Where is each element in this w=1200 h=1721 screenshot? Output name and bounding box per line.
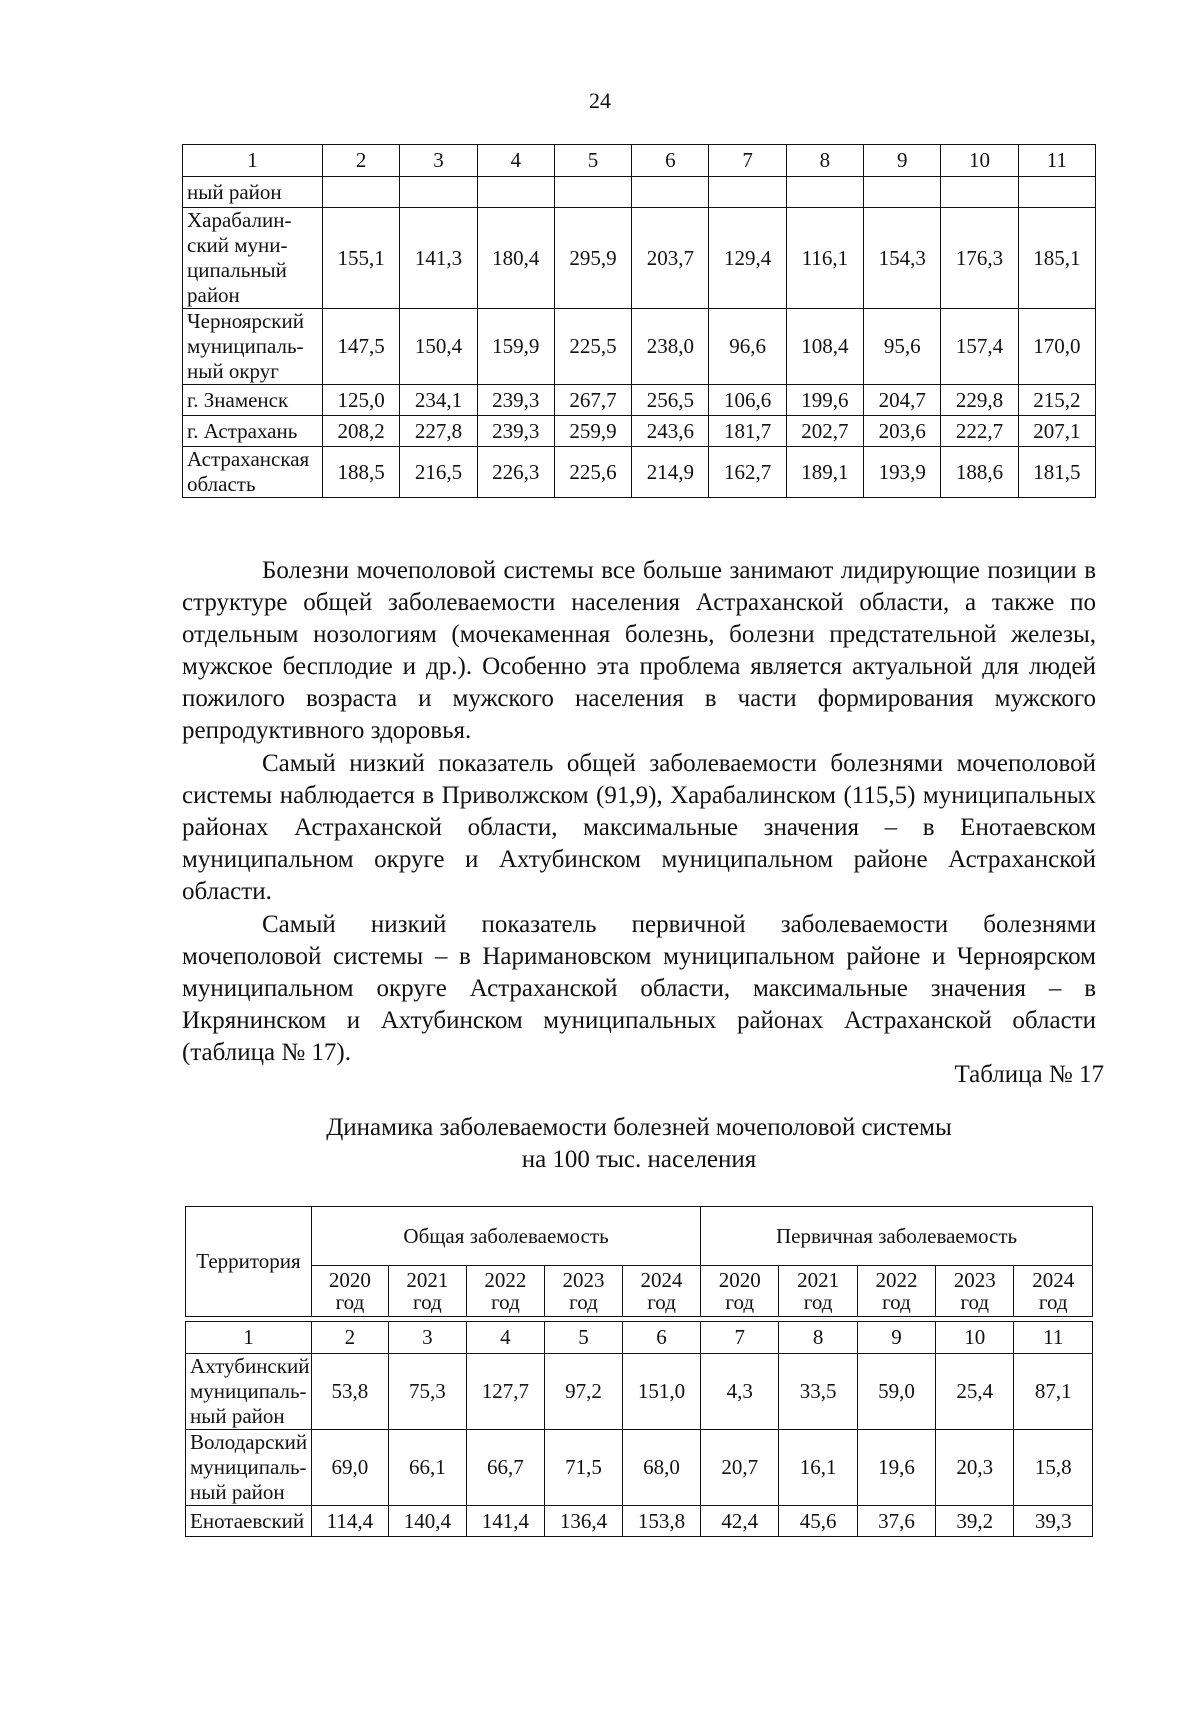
data-cell: 95,6: [864, 309, 941, 385]
page-number: 24: [589, 88, 611, 113]
data-cell: 53,8: [312, 1354, 389, 1430]
column-number: 4: [466, 1322, 544, 1354]
year-header: 2020 год: [312, 1266, 389, 1317]
data-cell: 227,8: [400, 416, 477, 447]
data-cell: [400, 177, 477, 208]
column-number: 10: [936, 1322, 1014, 1354]
column-number: 8: [786, 145, 863, 177]
data-cell: 125,0: [323, 385, 400, 416]
data-cell: 140,4: [388, 1506, 466, 1537]
year-header: 2021 год: [388, 1266, 466, 1317]
territory-name: Астраханская область: [183, 447, 323, 498]
data-cell: 176,3: [941, 208, 1018, 309]
urogenital-incidence-table: [185, 1206, 1093, 1537]
data-cell: 225,5: [554, 309, 631, 385]
territory-name: Харабалин- ский муни- ципальный район: [183, 208, 323, 309]
data-cell: 239,3: [477, 385, 554, 416]
data-cell: 193,9: [864, 447, 941, 498]
data-cell: [323, 177, 400, 208]
data-cell: 151,0: [623, 1354, 701, 1430]
data-cell: 159,9: [477, 309, 554, 385]
year-header: 2024 год: [1014, 1266, 1093, 1317]
data-cell: 96,6: [709, 309, 786, 385]
data-cell: 222,7: [941, 416, 1018, 447]
column-number: 7: [701, 1322, 779, 1354]
data-cell: 226,3: [477, 447, 554, 498]
data-cell: 204,7: [864, 385, 941, 416]
data-cell: 162,7: [709, 447, 786, 498]
territory-name: г. Астрахань: [183, 416, 323, 447]
column-number: 11: [1014, 1322, 1093, 1354]
data-cell: [864, 177, 941, 208]
data-cell: 203,7: [632, 208, 709, 309]
data-cell: 150,4: [400, 309, 477, 385]
column-number: 4: [477, 145, 554, 177]
data-cell: 66,1: [388, 1430, 466, 1506]
data-cell: 157,4: [941, 309, 1018, 385]
data-cell: 199,6: [786, 385, 863, 416]
data-cell: 214,9: [632, 447, 709, 498]
table-row: [183, 177, 1096, 208]
column-number: 1: [186, 1322, 312, 1354]
primary-incidence-header: Первичная заболеваемость: [701, 1207, 1093, 1266]
data-cell: 19,6: [857, 1430, 935, 1506]
data-cell: 188,6: [941, 447, 1018, 498]
territory-name: Володарский муниципаль- ный район: [186, 1430, 312, 1506]
continued-incidence-table: [182, 144, 1096, 498]
column-number: 2: [323, 145, 400, 177]
data-cell: 39,2: [936, 1506, 1014, 1537]
data-cell: 207,1: [1018, 416, 1095, 447]
data-cell: 75,3: [388, 1354, 466, 1430]
territory-name: ный район: [183, 177, 323, 208]
data-cell: 141,4: [466, 1506, 544, 1537]
data-cell: 181,7: [709, 416, 786, 447]
data-cell: 185,1: [1018, 208, 1095, 309]
data-cell: 15,8: [1014, 1430, 1093, 1506]
data-cell: 16,1: [779, 1430, 857, 1506]
data-cell: 256,5: [632, 385, 709, 416]
paragraph-3: Самый низкий показатель первичной заболеваемости болезнями мочеполовой системы – в Наримановском муниципальном районе и Черноярском муниципальном округе Астраханской области, максимальные значения – в Икрянинском и Ахтубинском муниципальных районах Астраханской области (таблица № 17).: [182, 911, 1096, 1066]
column-number: 5: [554, 145, 631, 177]
data-cell: 71,5: [544, 1430, 622, 1506]
column-number: 1: [183, 145, 323, 177]
data-cell: 87,1: [1014, 1354, 1093, 1430]
column-number: 11: [1018, 145, 1095, 177]
data-cell: [632, 177, 709, 208]
data-cell: 234,1: [400, 385, 477, 416]
column-number-row: [186, 1322, 1093, 1354]
column-number: 10: [941, 145, 1018, 177]
year-header: 2022 год: [466, 1266, 544, 1317]
territory-name: Ахтубинский муниципаль- ный район: [186, 1354, 312, 1430]
column-number: 2: [312, 1322, 389, 1354]
table-title: [182, 1112, 1096, 1176]
data-cell: [1018, 177, 1095, 208]
table-number-label: Таблица № 17: [954, 1061, 1104, 1088]
data-cell: [709, 177, 786, 208]
year-header: 2023 год: [936, 1266, 1014, 1317]
table-row: [186, 1430, 1093, 1506]
data-cell: 42,4: [701, 1506, 779, 1537]
column-number: 5: [544, 1322, 622, 1354]
data-cell: 188,5: [323, 447, 400, 498]
paragraph-1: Болезни мочеполовой системы все больше занимают лидирующие позиции в структуре общей заболеваемости населения Астраханской области, а также по отдельным нозологиям (мочекаменная болезнь, болезни предстательной железы, мужское бесплодие и др.). Особенно эта проблема является актуальной для людей пожилого возраста и мужского населения в части формирования мужского репродуктивного здоровья.: [182, 557, 1096, 744]
data-cell: 114,4: [312, 1506, 389, 1537]
data-cell: 203,6: [864, 416, 941, 447]
data-cell: 136,4: [544, 1506, 622, 1537]
table-title-line-2: на 100 тыс. населения: [521, 1146, 757, 1173]
territory-header: Территория: [186, 1207, 312, 1317]
table-row: [183, 385, 1096, 416]
general-incidence-header: Общая заболеваемость: [312, 1207, 701, 1266]
table-row: [186, 1506, 1093, 1537]
data-cell: 155,1: [323, 208, 400, 309]
table-row: [183, 309, 1096, 385]
data-cell: 127,7: [466, 1354, 544, 1430]
data-cell: 216,5: [400, 447, 477, 498]
column-number-row: [183, 145, 1096, 177]
data-cell: 189,1: [786, 447, 863, 498]
table-title-line-1: Динамика заболеваемости болезней мочеполовой системы: [326, 1114, 952, 1141]
year-header: 2023 год: [544, 1266, 622, 1317]
data-cell: 25,4: [936, 1354, 1014, 1430]
data-cell: 202,7: [786, 416, 863, 447]
data-cell: 108,4: [786, 309, 863, 385]
territory-name: г. Знаменск: [183, 385, 323, 416]
year-header: 2022 год: [857, 1266, 935, 1317]
data-cell: 229,8: [941, 385, 1018, 416]
data-cell: 68,0: [623, 1430, 701, 1506]
data-cell: [786, 177, 863, 208]
data-cell: 45,6: [779, 1506, 857, 1537]
column-number: 8: [779, 1322, 857, 1354]
data-cell: 208,2: [323, 416, 400, 447]
data-cell: 259,9: [554, 416, 631, 447]
paragraph-2: Самый низкий показатель общей заболеваемости болезнями мочеполовой системы наблюдается в Приволжском (91,9), Харабалинском (115,5) муниципальных районах Астраханской области, максимальные значения – в Енотаевском муниципальном округе и Ахтубинском муниципальном районе Астраханской области.: [182, 750, 1096, 905]
table-row: [183, 416, 1096, 447]
column-number: 6: [623, 1322, 701, 1354]
data-cell: 170,0: [1018, 309, 1095, 385]
data-cell: 37,6: [857, 1506, 935, 1537]
territory-name: Черноярский муниципаль- ный округ: [183, 309, 323, 385]
column-number: 3: [400, 145, 477, 177]
data-cell: 66,7: [466, 1430, 544, 1506]
data-cell: [941, 177, 1018, 208]
data-cell: 267,7: [554, 385, 631, 416]
data-cell: 20,7: [701, 1430, 779, 1506]
column-number: 9: [857, 1322, 935, 1354]
data-cell: 4,3: [701, 1354, 779, 1430]
column-number: 7: [709, 145, 786, 177]
data-cell: 295,9: [554, 208, 631, 309]
data-cell: 225,6: [554, 447, 631, 498]
data-cell: 116,1: [786, 208, 863, 309]
data-cell: [554, 177, 631, 208]
data-cell: 129,4: [709, 208, 786, 309]
year-header: 2024 год: [623, 1266, 701, 1317]
table-row: [186, 1354, 1093, 1430]
column-number: 9: [864, 145, 941, 177]
data-cell: 215,2: [1018, 385, 1095, 416]
data-cell: 154,3: [864, 208, 941, 309]
data-cell: 180,4: [477, 208, 554, 309]
data-cell: 20,3: [936, 1430, 1014, 1506]
year-header: 2020 год: [701, 1266, 779, 1317]
data-cell: 153,8: [623, 1506, 701, 1537]
data-cell: 239,3: [477, 416, 554, 447]
data-cell: 238,0: [632, 309, 709, 385]
data-cell: [477, 177, 554, 208]
data-cell: 97,2: [544, 1354, 622, 1430]
data-cell: 147,5: [323, 309, 400, 385]
data-cell: 39,3: [1014, 1506, 1093, 1537]
data-cell: 106,6: [709, 385, 786, 416]
data-cell: 141,3: [400, 208, 477, 309]
data-cell: 59,0: [857, 1354, 935, 1430]
territory-name: Енотаевский: [186, 1506, 312, 1537]
data-cell: 33,5: [779, 1354, 857, 1430]
year-header: 2021 год: [779, 1266, 857, 1317]
data-cell: 181,5: [1018, 447, 1095, 498]
column-number: 3: [388, 1322, 466, 1354]
column-number: 6: [632, 145, 709, 177]
table-row: [183, 208, 1096, 309]
table-row: [183, 447, 1096, 498]
data-cell: 243,6: [632, 416, 709, 447]
data-cell: 69,0: [312, 1430, 389, 1506]
